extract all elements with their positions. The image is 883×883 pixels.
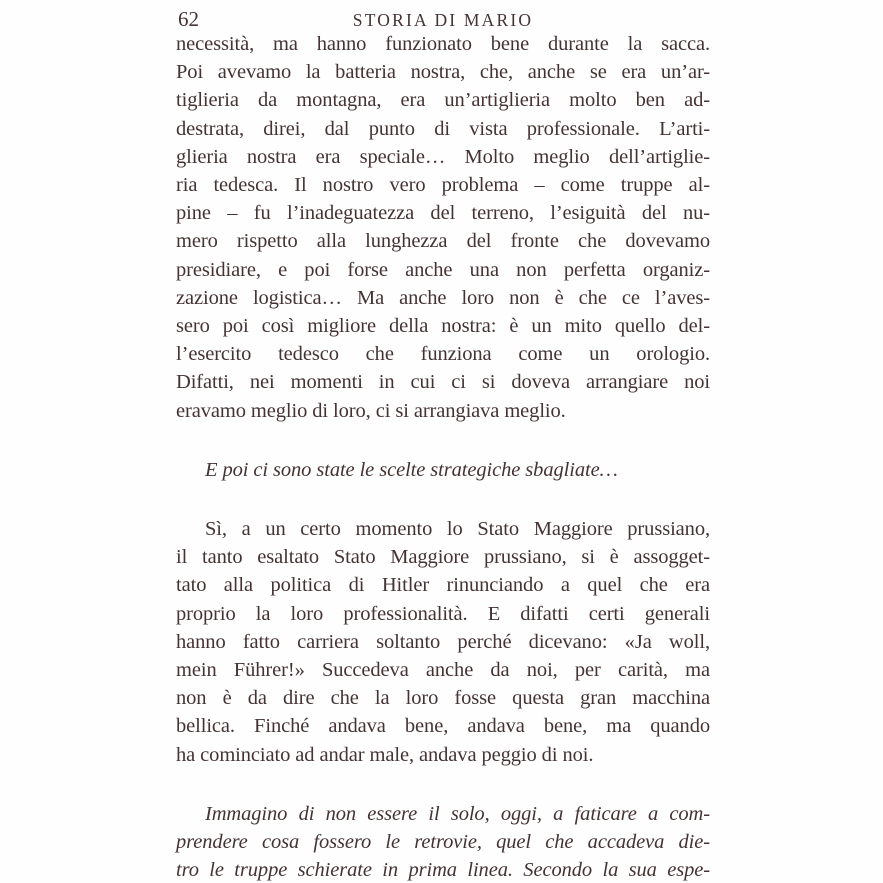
text-line: zazione logistica… Ma anche loro non è che ce l’aves- [176,286,710,309]
text-line: bellica. Finché andava bene, andava bene, ma quando [176,715,710,738]
text-line: eravamo meglio di loro, ci si arrangiava meglio. [176,399,566,422]
text-line: glieria nostra era speciale… Molto meglio dell’artiglie- [176,145,710,168]
paragraph-answer-1 [176,30,710,425]
page-header [176,7,710,31]
text-line: presidiare, e poi forse anche una non perfetta organiz- [176,258,710,281]
running-head: STORIA DI MARIO [352,10,534,30]
text-line: tato alla politica di Hitler rinunciando a quel che era [176,574,710,597]
text-line: Immagino di non essere il solo, oggi, a faticare a com- [205,802,710,825]
text-line: Poi avevamo la batteria nostra, che, anche se era un’ar- [176,61,710,84]
text-line: prendere cosa fossero le retrovie, quel che accadeva die- [176,831,710,854]
text-line: ha cominciato ad andar male, andava peggio di noi. [176,743,594,766]
text-line: Sì, a un certo momento lo Stato Maggiore prussiano, [205,518,710,541]
page-number: 62 [178,7,199,31]
paragraph-question-2 [176,800,710,883]
text-line: Difatti, nei momenti in cui ci si doveva arrangiare noi [176,371,710,394]
text-line: destrata, direi, dal punto di vista professionale. L’arti- [176,117,710,140]
text-line: il tanto esaltato Stato Maggiore prussiano, si è assogget- [176,546,710,569]
text-line: mein Führer!» Succedeva anche da noi, per carità, ma [176,659,710,682]
text-line: ria tedesca. Il nostro vero problema – come truppe al- [176,174,710,197]
text-line: tiglieria da montagna, era un’artiglieria molto ben ad- [176,89,710,112]
text-line: proprio la loro professionalità. E difatti certi generali [176,602,710,625]
text-line: sero poi così migliore della nostra: è un mito quello del- [176,315,710,338]
text-line: pine – fu l’inadeguatezza del terreno, l’esiguità del nu- [176,202,710,225]
text-line: hanno fatto carriera soltanto perché dicevano: «Ja woll, [176,630,710,653]
text-line: necessità, ma hanno funzionato bene durante la sacca. [176,33,710,55]
text-line: l’esercito tedesco che funziona come un orologio. [176,343,710,366]
text-line: non è da dire che la loro fosse questa gran macchina [176,687,710,710]
text-line: mero rispetto alla lunghezza del fronte che dovevamo [176,230,710,253]
text-block [176,30,710,883]
paragraph-answer-2 [176,515,710,769]
paragraph-question-1 [176,456,710,484]
text-line: E poi ci sono state le scelte strategiche sbagliate… [205,458,618,481]
text-line: tro le truppe schierate in prima linea. Secondo la sua espe- [176,859,710,882]
